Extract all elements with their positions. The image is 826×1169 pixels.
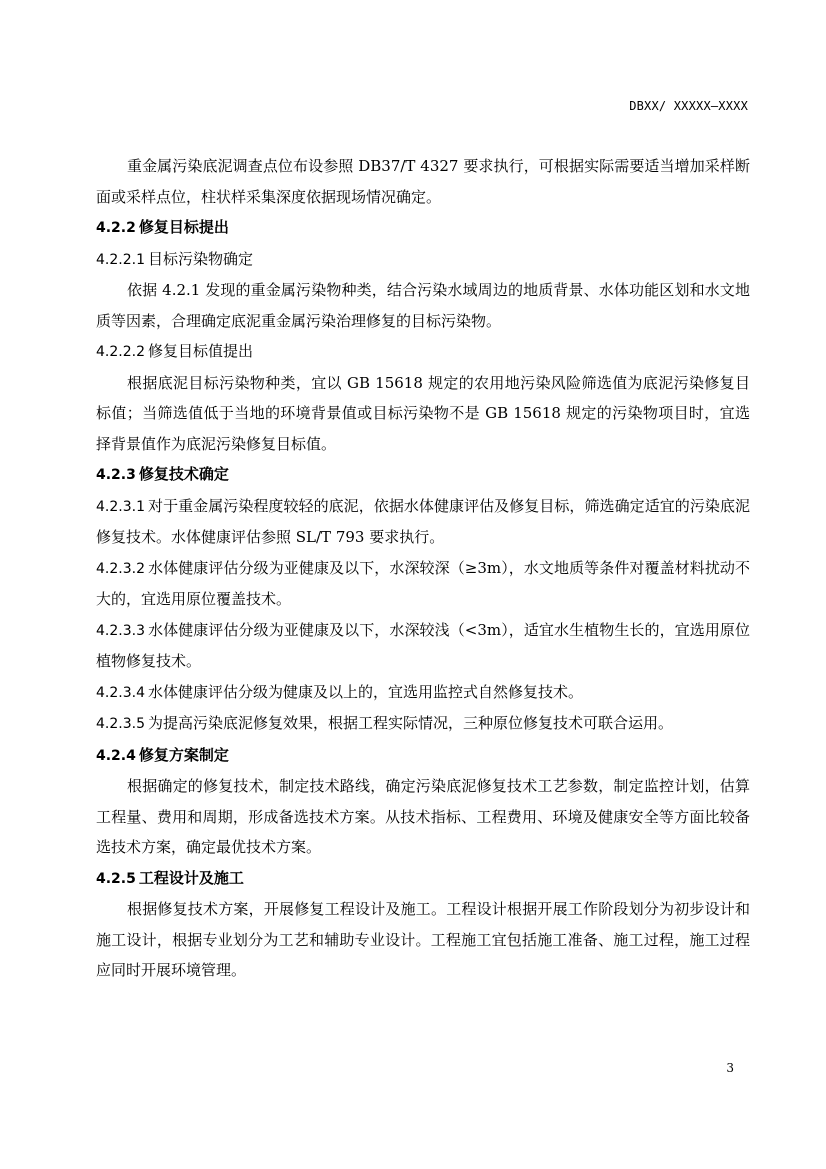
subsection-heading-4-2-2-1 xyxy=(96,244,750,276)
clause-number: 4.2.3.4 xyxy=(96,684,145,701)
paragraph: 重金属污染底泥调查点位布设参照 DB37/T 4327 要求执行，可根据实际需要适当增加采样断面或采样点位，柱状样采集深度依据现场情况确定。 xyxy=(96,157,750,206)
clause-number: 4.2.3.2 xyxy=(96,560,145,577)
clause-number: 4.2.3.3 xyxy=(96,622,145,639)
paragraph: 根据底泥目标污染物种类，宜以 GB 15618 规定的农用地污染风险筛选值为底泥污染修复目标值；当筛选值低于当地的环境背景值或目标污染物不是 GB 15618 规定的污染物项目时，宜选择背景值作为底泥污染修复目标值。 xyxy=(96,373,750,453)
section-number: 4.2.2.2 xyxy=(96,344,145,360)
section-title: 修复目标值提出 xyxy=(147,342,253,360)
paragraph: 依据 4.2.1 发现的重金属污染物种类，结合污染水域周边的地质背景、水体功能区划和水文地质等因素，合理确定底泥重金属污染治理修复的目标污染物。 xyxy=(96,281,750,330)
clause-4-2-3-5 xyxy=(96,708,750,740)
section-title: 目标污染物确定 xyxy=(147,249,253,268)
paragraph: 根据确定的修复技术，制定技术路线，确定污染底泥修复技术工艺参数，制定监控计划，估算工程量、费用和周期，形成备选技术方案。从技术指标、工程费用、环境及健康安全等方面比较备选技术方案，确定最优技术方案。 xyxy=(96,777,750,856)
section-number: 4.2.5 xyxy=(96,870,136,887)
subsection-heading-4-2-2-2 xyxy=(96,336,750,368)
clause-4-2-3-4 xyxy=(96,677,750,709)
clause-4-2-3-3 xyxy=(96,615,750,677)
section-title: 修复目标提出 xyxy=(138,218,229,236)
clause-4-2-3-2 xyxy=(96,553,750,615)
section-heading-4-2-3 xyxy=(96,459,750,491)
clause-text: 水体健康评估分级为亚健康及以下，水深较深（≥3m），水文地质等条件对覆盖材料扰动不大的，宜选用原位覆盖技术。 xyxy=(96,558,750,608)
clause-text: 水体健康评估分级为健康及以上的，宜选用监控式自然修复技术。 xyxy=(147,682,583,701)
section-number: 4.2.2.1 xyxy=(96,251,145,268)
section-heading-4-2-4 xyxy=(96,740,750,772)
section-title: 修复技术确定 xyxy=(138,465,229,483)
section-heading-4-2-5 xyxy=(96,863,750,895)
section-number: 4.2.2 xyxy=(96,220,136,236)
section-title: 工程设计及施工 xyxy=(138,868,244,887)
document-code: DBXX/ XXXXX—XXXX xyxy=(629,99,748,113)
paragraph: 根据修复技术方案，开展修复工程设计及施工。工程设计根据开展工作阶段划分为初步设计和施工设计，根据专业划分为工艺和辅助专业设计。工程施工宜包括施工准备、施工过程，施工过程应同时开展环境管理。 xyxy=(96,900,750,979)
clause-number: 4.2.3.1 xyxy=(96,498,145,515)
clause-text: 为提高污染底泥修复效果，根据工程实际情况，三种原位修复技术可联合运用。 xyxy=(147,714,673,732)
section-title: 修复方案制定 xyxy=(138,745,229,764)
section-heading-4-2-2 xyxy=(96,212,750,244)
clause-number: 4.2.3.5 xyxy=(96,716,145,732)
page-number: 3 xyxy=(726,1061,734,1075)
clause-text: 对于重金属污染程度较轻的底泥，依据水体健康评估及修复目标，筛选确定适宜的污染底泥修复技术。水体健康评估参照 SL/T 793 要求执行。 xyxy=(96,496,750,546)
section-number: 4.2.3 xyxy=(96,467,136,483)
section-number: 4.2.4 xyxy=(96,747,136,764)
document-body xyxy=(96,151,750,986)
clause-4-2-3-1 xyxy=(96,491,750,553)
clause-text: 水体健康评估分级为亚健康及以下，水深较浅（<3m），适宜水生植物生长的，宜选用原位植物修复技术。 xyxy=(96,620,750,670)
